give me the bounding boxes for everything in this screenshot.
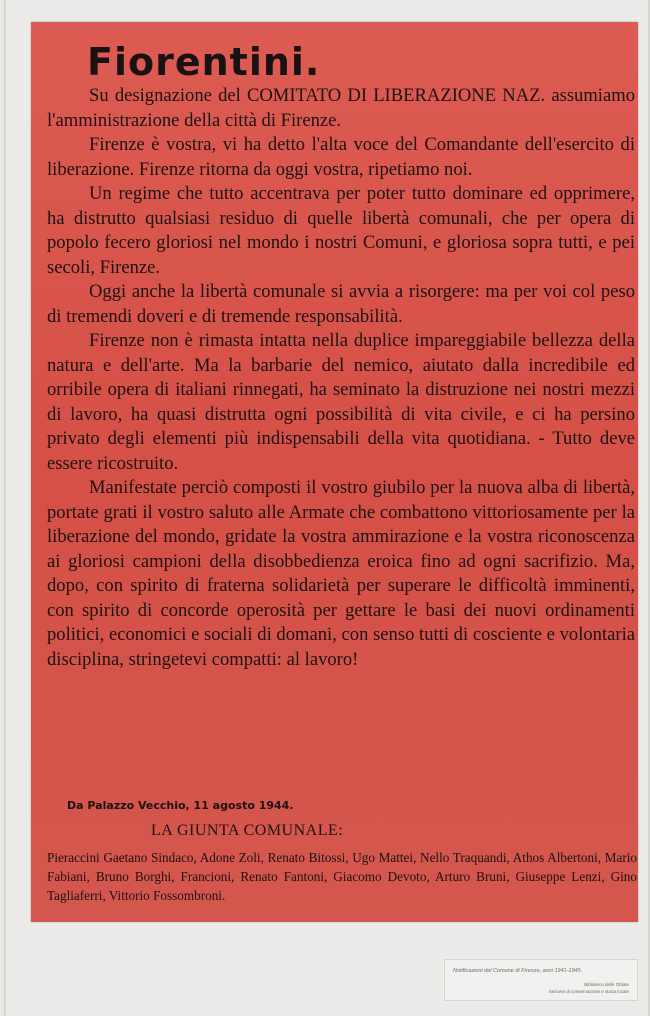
signatory-names: Pieraccini Gaetano Sindaco, Adone Zoli, Renato Bitossi, Ugo Mattei, Nello Traquandi, Athos Albertoni, Mario Fabiani, Bruno Borghi, Francioni, Renato Fantoni, Giacomo Devoto, Arturo Bruni, Giuseppe Lenzi, Gino Tagliaferri, Vittorio Fossombroni. <box>47 850 637 903</box>
museum-label-line-1: Biblioteca delle Oblate <box>584 982 629 987</box>
display-frame <box>4 0 650 1016</box>
museum-label-title: Notificazioni del Comune di Firenze, anni 1941-1945 <box>453 968 581 974</box>
poster-title: Fiorentini. <box>87 40 321 84</box>
museum-label <box>444 959 638 1001</box>
paragraph-6: Manifestate perciò composti il vostro giubilo per la nuova alba di libertà, portate grati il vostro saluto alle Armate che combattono vittoriosamente per la liberazione del mondo, gridate la vostra ammirazione e la vostra riconoscenza ai gloriosi campioni della disobbedienza eroica fino ad ogni sacrifizio. Ma, dopo, con spirito di fraterna solidarietà per superare le difficoltà imminenti, con spirito di concorde operosità per gettare le basi dei nuovi ordinamenti politici, economici e sociali di domani, con senso tutti di cosciente e volontaria disciplina, stringetevi compatti: al lavoro! <box>47 477 635 670</box>
paragraph-1: Su designazione del COMITATO DI LIBERAZIONE NAZ. assumiamo l'amministrazione della città di Firenze. <box>47 85 635 131</box>
poster-body <box>47 84 635 672</box>
paragraph-2: Firenze è vostra, vi ha detto l'alta voce del Comandante dell'esercito di liberazione. Firenze ritorna da oggi vostra, ripetiamo noi. <box>47 134 635 180</box>
dateline: Da Palazzo Vecchio, 11 agosto 1944. <box>67 799 294 812</box>
paragraph-5: Firenze non è rimasta intatta nella duplice impareggiabile bellezza della natura e dell'arte. Ma la barbarie del nemico, aiutato dalla incredibile ed orribile opera di italiani rinnegati, ha seminato la distruzione nei nostri mezzi di lavoro, ha quasi distrutta ogni possibilità di vita civile, e ci ha persino privato degli elementi più indispensabili della vita quotidiana. - Tutto deve essere ricostruito. <box>47 330 635 474</box>
paragraph-4: Oggi anche la libertà comunale si avvia a risorgere: ma per voi col peso di tremendi doveri e di tremende responsabilità. <box>47 281 635 327</box>
paragraph-3: Un regime che tutto accentrava per poter tutto dominare ed opprimere, ha distrutto qualsiasi residuo di quelle libertà comunali, che per opera di popolo fecero gloriosi nel mondo i nostri Comuni, e gloriosa sopra tutti, e pei secoli, Firenze. <box>47 183 635 278</box>
museum-label-line-2: Sezione di conservazione e storia locale <box>548 989 629 994</box>
poster <box>31 22 638 922</box>
signatory-heading: LA GIUNTA COMUNALE: <box>151 822 344 839</box>
